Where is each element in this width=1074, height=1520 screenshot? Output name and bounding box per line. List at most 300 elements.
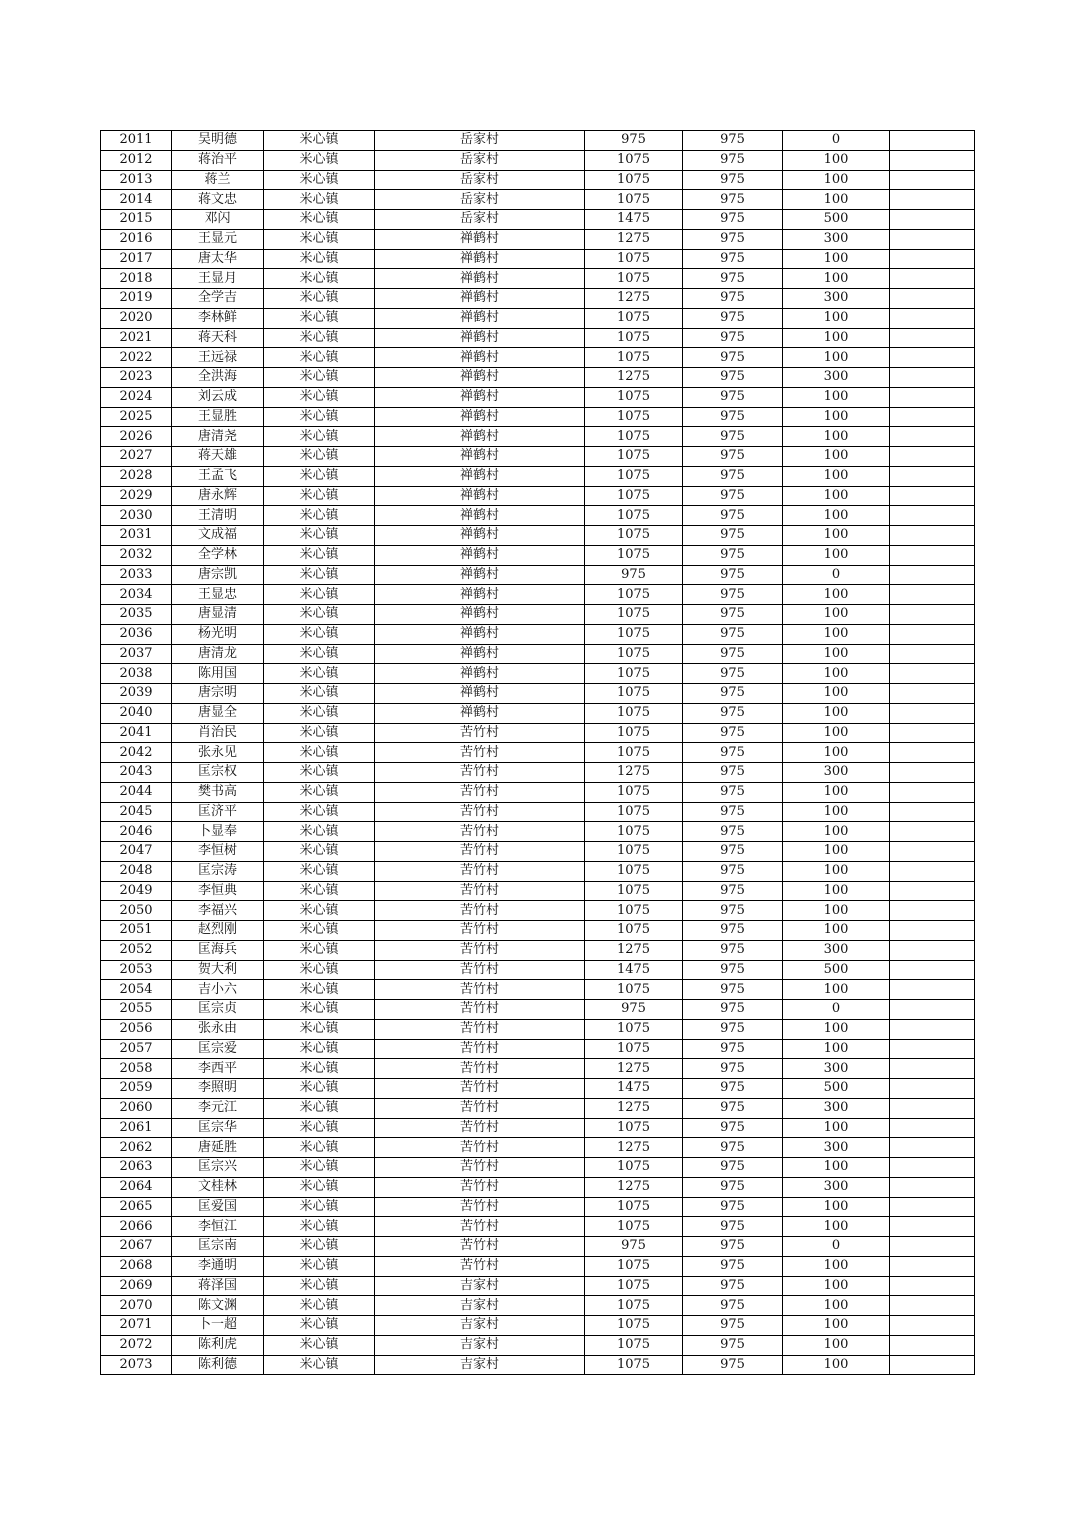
difference-cell: 100 (783, 1118, 890, 1138)
note-cell (890, 1158, 975, 1178)
town-cell: 米心镇 (264, 585, 375, 605)
amount-cell: 1075 (585, 1019, 683, 1039)
town-cell: 米心镇 (264, 1000, 375, 1020)
serial-cell: 2012 (101, 150, 172, 170)
amount-cell: 1075 (585, 1039, 683, 1059)
table-row (101, 526, 975, 546)
village-cell: 苦竹村 (375, 822, 585, 842)
serial-cell: 2043 (101, 763, 172, 783)
serial-cell: 2058 (101, 1059, 172, 1079)
serial-cell: 2053 (101, 960, 172, 980)
amount-cell: 1075 (585, 1197, 683, 1217)
name-cell: 王孟飞 (172, 466, 264, 486)
amount-cell: 1275 (585, 1059, 683, 1079)
table-row (101, 466, 975, 486)
serial-cell: 2062 (101, 1138, 172, 1158)
standard-cell: 975 (683, 723, 783, 743)
note-cell (890, 1335, 975, 1355)
table-row (101, 940, 975, 960)
village-cell: 苦竹村 (375, 1138, 585, 1158)
village-cell: 苦竹村 (375, 861, 585, 881)
town-cell: 米心镇 (264, 565, 375, 585)
table-row (101, 861, 975, 881)
village-cell: 苦竹村 (375, 881, 585, 901)
name-cell: 贺大利 (172, 960, 264, 980)
table-row (101, 585, 975, 605)
difference-cell: 100 (783, 980, 890, 1000)
standard-cell: 975 (683, 545, 783, 565)
name-cell: 匡宗涛 (172, 861, 264, 881)
name-cell: 唐宗明 (172, 684, 264, 704)
note-cell (890, 802, 975, 822)
serial-cell: 2065 (101, 1197, 172, 1217)
note-cell (890, 1019, 975, 1039)
village-cell: 苦竹村 (375, 782, 585, 802)
village-cell: 苦竹村 (375, 960, 585, 980)
name-cell: 杨光明 (172, 624, 264, 644)
table-row (101, 743, 975, 763)
data-table (100, 130, 975, 1375)
standard-cell: 975 (683, 1000, 783, 1020)
note-cell (890, 1039, 975, 1059)
note-cell (890, 703, 975, 723)
standard-cell: 975 (683, 308, 783, 328)
town-cell: 米心镇 (264, 1098, 375, 1118)
serial-cell: 2046 (101, 822, 172, 842)
note-cell (890, 348, 975, 368)
note-cell (890, 407, 975, 427)
town-cell: 米心镇 (264, 506, 375, 526)
note-cell (890, 1296, 975, 1316)
serial-cell: 2068 (101, 1256, 172, 1276)
note-cell (890, 150, 975, 170)
note-cell (890, 565, 975, 585)
standard-cell: 975 (683, 822, 783, 842)
difference-cell: 100 (783, 308, 890, 328)
village-cell: 苦竹村 (375, 1059, 585, 1079)
name-cell: 王显月 (172, 269, 264, 289)
difference-cell: 100 (783, 703, 890, 723)
note-cell (890, 1118, 975, 1138)
town-cell: 米心镇 (264, 1059, 375, 1079)
name-cell: 唐永辉 (172, 486, 264, 506)
village-cell: 禅鹤村 (375, 407, 585, 427)
standard-cell: 975 (683, 1118, 783, 1138)
serial-cell: 2044 (101, 782, 172, 802)
standard-cell: 975 (683, 269, 783, 289)
serial-cell: 2054 (101, 980, 172, 1000)
table-row (101, 1118, 975, 1138)
village-cell: 苦竹村 (375, 1019, 585, 1039)
village-cell: 岳家村 (375, 210, 585, 230)
table-row (101, 308, 975, 328)
amount-cell: 1075 (585, 1158, 683, 1178)
table-row (101, 763, 975, 783)
amount-cell: 1075 (585, 486, 683, 506)
standard-cell: 975 (683, 1019, 783, 1039)
village-cell: 吉家村 (375, 1276, 585, 1296)
name-cell: 卜一超 (172, 1316, 264, 1336)
town-cell: 米心镇 (264, 1177, 375, 1197)
serial-cell: 2051 (101, 921, 172, 941)
town-cell: 米心镇 (264, 1217, 375, 1237)
table-row (101, 1019, 975, 1039)
standard-cell: 975 (683, 624, 783, 644)
town-cell: 米心镇 (264, 348, 375, 368)
town-cell: 米心镇 (264, 210, 375, 230)
table-row (101, 1079, 975, 1099)
note-cell (890, 506, 975, 526)
village-cell: 苦竹村 (375, 980, 585, 1000)
amount-cell: 1275 (585, 368, 683, 388)
note-cell (890, 960, 975, 980)
standard-cell: 975 (683, 782, 783, 802)
difference-cell: 0 (783, 1237, 890, 1257)
name-cell: 蒋天雄 (172, 447, 264, 467)
amount-cell: 1275 (585, 1138, 683, 1158)
serial-cell: 2034 (101, 585, 172, 605)
difference-cell: 100 (783, 486, 890, 506)
town-cell: 米心镇 (264, 940, 375, 960)
note-cell (890, 842, 975, 862)
town-cell: 米心镇 (264, 901, 375, 921)
name-cell: 李照明 (172, 1079, 264, 1099)
village-cell: 禅鹤村 (375, 387, 585, 407)
town-cell: 米心镇 (264, 921, 375, 941)
town-cell: 米心镇 (264, 624, 375, 644)
amount-cell: 975 (585, 1237, 683, 1257)
amount-cell: 1075 (585, 703, 683, 723)
difference-cell: 100 (783, 1355, 890, 1375)
town-cell: 米心镇 (264, 822, 375, 842)
town-cell: 米心镇 (264, 1316, 375, 1336)
serial-cell: 2025 (101, 407, 172, 427)
standard-cell: 975 (683, 526, 783, 546)
village-cell: 苦竹村 (375, 1079, 585, 1099)
amount-cell: 1075 (585, 1316, 683, 1336)
difference-cell: 0 (783, 1000, 890, 1020)
village-cell: 禅鹤村 (375, 269, 585, 289)
serial-cell: 2017 (101, 249, 172, 269)
town-cell: 米心镇 (264, 703, 375, 723)
difference-cell: 300 (783, 1138, 890, 1158)
name-cell: 文桂林 (172, 1177, 264, 1197)
difference-cell: 0 (783, 131, 890, 151)
name-cell: 全洪海 (172, 368, 264, 388)
town-cell: 米心镇 (264, 763, 375, 783)
note-cell (890, 861, 975, 881)
village-cell: 苦竹村 (375, 802, 585, 822)
standard-cell: 975 (683, 664, 783, 684)
town-cell: 米心镇 (264, 150, 375, 170)
village-cell: 苦竹村 (375, 1118, 585, 1138)
difference-cell: 100 (783, 1316, 890, 1336)
village-cell: 苦竹村 (375, 901, 585, 921)
name-cell: 张永由 (172, 1019, 264, 1039)
town-cell: 米心镇 (264, 644, 375, 664)
difference-cell: 500 (783, 960, 890, 980)
village-cell: 禅鹤村 (375, 249, 585, 269)
amount-cell: 1075 (585, 684, 683, 704)
town-cell: 米心镇 (264, 664, 375, 684)
difference-cell: 100 (783, 1296, 890, 1316)
table-row (101, 684, 975, 704)
difference-cell: 100 (783, 743, 890, 763)
table-row (101, 1355, 975, 1375)
name-cell: 匡海兵 (172, 940, 264, 960)
serial-cell: 2026 (101, 427, 172, 447)
amount-cell: 1075 (585, 269, 683, 289)
standard-cell: 975 (683, 1355, 783, 1375)
amount-cell: 975 (585, 1000, 683, 1020)
village-cell: 禅鹤村 (375, 644, 585, 664)
difference-cell: 100 (783, 427, 890, 447)
town-cell: 米心镇 (264, 723, 375, 743)
village-cell: 禅鹤村 (375, 447, 585, 467)
note-cell (890, 1000, 975, 1020)
town-cell: 米心镇 (264, 526, 375, 546)
name-cell: 匡宗贞 (172, 1000, 264, 1020)
town-cell: 米心镇 (264, 190, 375, 210)
difference-cell: 100 (783, 723, 890, 743)
amount-cell: 1075 (585, 1118, 683, 1138)
note-cell (890, 644, 975, 664)
difference-cell: 500 (783, 1079, 890, 1099)
table-row (101, 703, 975, 723)
standard-cell: 975 (683, 131, 783, 151)
difference-cell: 300 (783, 1177, 890, 1197)
town-cell: 米心镇 (264, 447, 375, 467)
amount-cell: 1275 (585, 940, 683, 960)
standard-cell: 975 (683, 1158, 783, 1178)
difference-cell: 300 (783, 940, 890, 960)
village-cell: 苦竹村 (375, 921, 585, 941)
town-cell: 米心镇 (264, 782, 375, 802)
note-cell (890, 743, 975, 763)
name-cell: 李恒典 (172, 881, 264, 901)
table-row (101, 1276, 975, 1296)
standard-cell: 975 (683, 150, 783, 170)
village-cell: 禅鹤村 (375, 427, 585, 447)
name-cell: 赵烈刚 (172, 921, 264, 941)
serial-cell: 2014 (101, 190, 172, 210)
table-row (101, 901, 975, 921)
standard-cell: 975 (683, 605, 783, 625)
serial-cell: 2013 (101, 170, 172, 190)
note-cell (890, 940, 975, 960)
town-cell: 米心镇 (264, 1039, 375, 1059)
amount-cell: 1075 (585, 822, 683, 842)
name-cell: 樊书高 (172, 782, 264, 802)
village-cell: 禅鹤村 (375, 526, 585, 546)
village-cell: 禅鹤村 (375, 703, 585, 723)
difference-cell: 300 (783, 763, 890, 783)
name-cell: 匡宗权 (172, 763, 264, 783)
serial-cell: 2027 (101, 447, 172, 467)
difference-cell: 100 (783, 782, 890, 802)
table-row (101, 348, 975, 368)
note-cell (890, 1079, 975, 1099)
name-cell: 唐显清 (172, 605, 264, 625)
standard-cell: 975 (683, 703, 783, 723)
town-cell: 米心镇 (264, 684, 375, 704)
serial-cell: 2018 (101, 269, 172, 289)
village-cell: 吉家村 (375, 1316, 585, 1336)
serial-cell: 2028 (101, 466, 172, 486)
serial-cell: 2036 (101, 624, 172, 644)
note-cell (890, 921, 975, 941)
amount-cell: 1075 (585, 1256, 683, 1276)
table-row (101, 842, 975, 862)
amount-cell: 1075 (585, 605, 683, 625)
standard-cell: 975 (683, 1059, 783, 1079)
table-row (101, 1296, 975, 1316)
note-cell (890, 881, 975, 901)
note-cell (890, 466, 975, 486)
village-cell: 禅鹤村 (375, 308, 585, 328)
amount-cell: 1075 (585, 427, 683, 447)
table-row (101, 624, 975, 644)
serial-cell: 2049 (101, 881, 172, 901)
village-cell: 禅鹤村 (375, 229, 585, 249)
standard-cell: 975 (683, 407, 783, 427)
note-cell (890, 447, 975, 467)
standard-cell: 975 (683, 763, 783, 783)
amount-cell: 1475 (585, 960, 683, 980)
table-row (101, 368, 975, 388)
serial-cell: 2023 (101, 368, 172, 388)
name-cell: 匡爱国 (172, 1197, 264, 1217)
name-cell: 唐清尧 (172, 427, 264, 447)
difference-cell: 100 (783, 269, 890, 289)
town-cell: 米心镇 (264, 368, 375, 388)
name-cell: 李恒江 (172, 1217, 264, 1237)
town-cell: 米心镇 (264, 289, 375, 309)
difference-cell: 100 (783, 1019, 890, 1039)
note-cell (890, 249, 975, 269)
amount-cell: 975 (585, 131, 683, 151)
serial-cell: 2061 (101, 1118, 172, 1138)
standard-cell: 975 (683, 506, 783, 526)
standard-cell: 975 (683, 881, 783, 901)
standard-cell: 975 (683, 1197, 783, 1217)
standard-cell: 975 (683, 1177, 783, 1197)
note-cell (890, 1237, 975, 1257)
serial-cell: 2067 (101, 1237, 172, 1257)
name-cell: 蒋文忠 (172, 190, 264, 210)
amount-cell: 1075 (585, 545, 683, 565)
difference-cell: 100 (783, 170, 890, 190)
serial-cell: 2039 (101, 684, 172, 704)
amount-cell: 1075 (585, 585, 683, 605)
amount-cell: 1075 (585, 644, 683, 664)
village-cell: 苦竹村 (375, 1237, 585, 1257)
table-row (101, 1197, 975, 1217)
note-cell (890, 1316, 975, 1336)
table-row (101, 1335, 975, 1355)
town-cell: 米心镇 (264, 427, 375, 447)
note-cell (890, 1059, 975, 1079)
difference-cell: 100 (783, 605, 890, 625)
village-cell: 禅鹤村 (375, 289, 585, 309)
note-cell (890, 1138, 975, 1158)
table-row (101, 605, 975, 625)
amount-cell: 1475 (585, 210, 683, 230)
table-row (101, 980, 975, 1000)
amount-cell: 1075 (585, 526, 683, 546)
table-row (101, 881, 975, 901)
town-cell: 米心镇 (264, 1019, 375, 1039)
town-cell: 米心镇 (264, 1118, 375, 1138)
town-cell: 米心镇 (264, 881, 375, 901)
table-row (101, 190, 975, 210)
town-cell: 米心镇 (264, 1237, 375, 1257)
village-cell: 禅鹤村 (375, 506, 585, 526)
amount-cell: 1075 (585, 664, 683, 684)
village-cell: 禅鹤村 (375, 684, 585, 704)
serial-cell: 2038 (101, 664, 172, 684)
serial-cell: 2050 (101, 901, 172, 921)
town-cell: 米心镇 (264, 1197, 375, 1217)
amount-cell: 1075 (585, 782, 683, 802)
difference-cell: 100 (783, 901, 890, 921)
difference-cell: 100 (783, 1197, 890, 1217)
standard-cell: 975 (683, 901, 783, 921)
amount-cell: 1075 (585, 1335, 683, 1355)
table-row (101, 328, 975, 348)
difference-cell: 100 (783, 1256, 890, 1276)
serial-cell: 2021 (101, 328, 172, 348)
name-cell: 王远禄 (172, 348, 264, 368)
standard-cell: 975 (683, 980, 783, 1000)
amount-cell: 1075 (585, 407, 683, 427)
village-cell: 吉家村 (375, 1355, 585, 1375)
standard-cell: 975 (683, 1217, 783, 1237)
town-cell: 米心镇 (264, 387, 375, 407)
note-cell (890, 308, 975, 328)
standard-cell: 975 (683, 842, 783, 862)
name-cell: 匡宗兴 (172, 1158, 264, 1178)
town-cell: 米心镇 (264, 1335, 375, 1355)
table-row (101, 565, 975, 585)
serial-cell: 2029 (101, 486, 172, 506)
standard-cell: 975 (683, 486, 783, 506)
name-cell: 王显忠 (172, 585, 264, 605)
serial-cell: 2069 (101, 1276, 172, 1296)
town-cell: 米心镇 (264, 229, 375, 249)
name-cell: 文成福 (172, 526, 264, 546)
standard-cell: 975 (683, 1335, 783, 1355)
village-cell: 禅鹤村 (375, 545, 585, 565)
serial-cell: 2045 (101, 802, 172, 822)
standard-cell: 975 (683, 447, 783, 467)
standard-cell: 975 (683, 644, 783, 664)
town-cell: 米心镇 (264, 308, 375, 328)
table-row (101, 1177, 975, 1197)
standard-cell: 975 (683, 190, 783, 210)
serial-cell: 2072 (101, 1335, 172, 1355)
standard-cell: 975 (683, 328, 783, 348)
village-cell: 苦竹村 (375, 743, 585, 763)
serial-cell: 2047 (101, 842, 172, 862)
town-cell: 米心镇 (264, 1355, 375, 1375)
amount-cell: 1075 (585, 466, 683, 486)
difference-cell: 100 (783, 644, 890, 664)
table-row (101, 822, 975, 842)
name-cell: 唐显全 (172, 703, 264, 723)
serial-cell: 2035 (101, 605, 172, 625)
name-cell: 邓闪 (172, 210, 264, 230)
